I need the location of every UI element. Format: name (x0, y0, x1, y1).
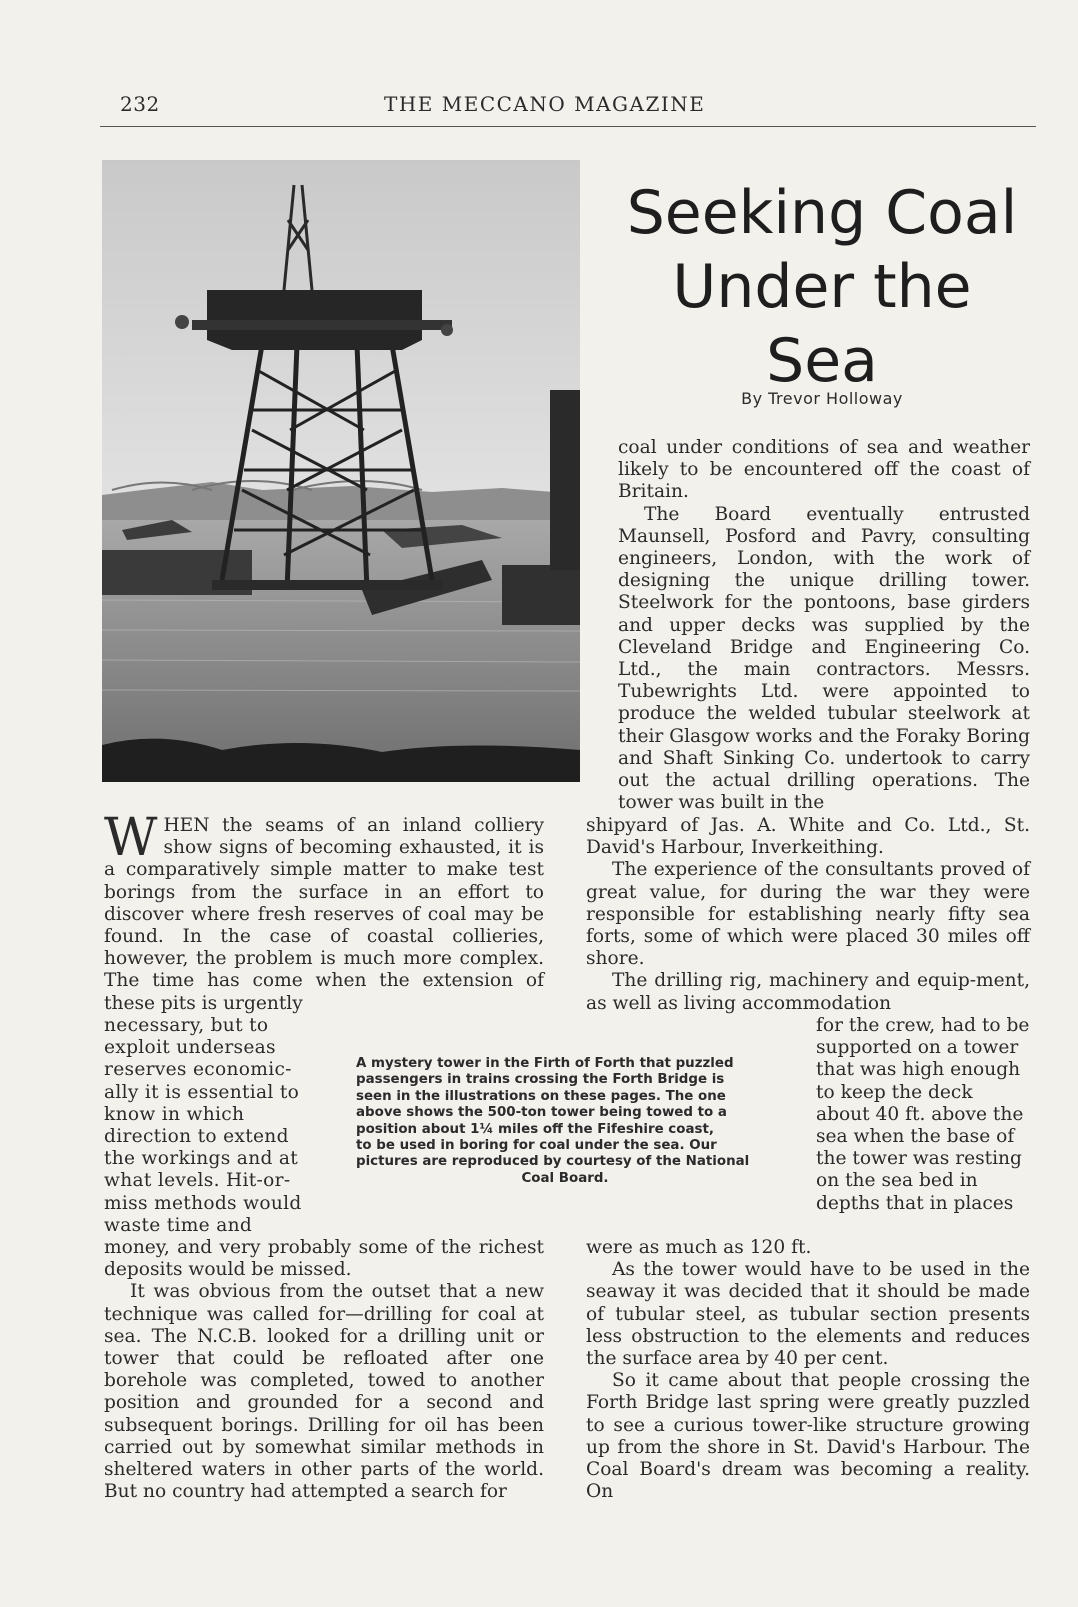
col2-paragraph-0: coal under conditions of sea and weather likely to be encountered off the coast of Britain. (618, 437, 1030, 503)
caption-line: seen in the illustrations on these pages. The one (356, 1088, 726, 1104)
caption-line: position about 1¼ miles off the Fifeshire coast, (356, 1121, 714, 1137)
col2-paragraph-3c: were as much as 120 ft. (586, 1237, 812, 1258)
caption-line: above shows the 500-ton tower being towed to a (356, 1105, 727, 1121)
magazine-title: THE MECCANO MAGAZINE (384, 92, 706, 116)
col1-paragraph-1a: HEN the seams of an inland colliery show signs of becoming exhausted, it is a comparatively simple matter to make test borings from the surface in an effort to discover where fresh reserves of coal may be found. In the case of coastal collieries, however, the problem is much more complex. The time has come when the extension of these pits is urgently (104, 815, 544, 1014)
col2-paragraph-2: The experience of the consultants proved of great value, for during the war they were responsible for establishing nearly fifty sea forts, some of which were placed 30 miles off shore. (586, 859, 1030, 970)
col1-paragraph-2: It was obvious from the outset that a new technique was called for—drilling for coal at sea. The N.C.B. looked for a drilling unit or tower that could be refloated after one borehole was completed, towed to another position and grounded for a second and subsequent borings. Drilling for oil has been carried out by somewhat similar methods in sheltered waters in other parts of the world. But no country had attempted a search for (104, 1281, 544, 1503)
col1-lower (104, 1237, 544, 1503)
col2-paragraph-1-cont: shipyard of Jas. A. White and Co. Ltd., St. David's Harbour, Inverkeithing. (586, 815, 1030, 859)
caption-line: A mystery tower in the Firth of Forth that puzzled (356, 1056, 734, 1071)
col1-paragraph-1c: money, and very probably some of the richest deposits would be missed. (104, 1237, 544, 1281)
col2-upper (618, 437, 1030, 814)
caption-line: pictures are reproduced by courtesy of the National (356, 1154, 750, 1170)
col2-paragraph-3a: The drilling rig, machinery and equip-ment, as well as living accommodation (586, 970, 1030, 1014)
col1-narrow (104, 1015, 314, 1237)
col2-paragraph-5: So it came about that people crossing the Forth Bridge last spring were greatly puzzled to see a curious tower-like structure growing up from the shore in St. David's Harbour. The Coal Board's dream was becoming a reality. On (586, 1370, 1030, 1503)
col1-paragraph-1b: necessary, but to exploit underseas reserves economic-ally it is essential to know in which direction to extend the workings and at what levels. Hit-or-miss methods would waste time and (104, 1015, 302, 1236)
article-title (612, 176, 1032, 398)
col2-paragraph-3b: for the crew, had to be supported on a tower that was high enough to keep the deck about 40 ft. above the sea when the base of the tower was resting on the sea bed in depths that in places (816, 1015, 1030, 1214)
drilling-tower-photo (102, 160, 580, 782)
col2-middle (586, 815, 1030, 1015)
col2-lower (586, 1237, 1030, 1503)
photo-caption (356, 1056, 774, 1187)
col1-intro (104, 808, 544, 1015)
page-number: 232 (120, 92, 160, 116)
drop-cap: W (104, 808, 158, 868)
title-line-1: Seeking Coal (626, 178, 1018, 248)
col2-narrow (816, 1015, 1030, 1215)
title-line-3: Sea (766, 326, 878, 396)
caption-line: Coal Board. (521, 1170, 609, 1186)
header-rule (100, 126, 1036, 127)
title-line-2: Under the (672, 252, 972, 322)
col2-paragraph-4: As the tower would have to be used in the seaway it was decided that it should be made of tubular steel, as tubular section presents less obstruction to the elements and reduces the surface area by 40 per cent. (586, 1259, 1030, 1370)
caption-line: to be used in boring for coal under the sea. Our (356, 1138, 717, 1154)
caption-line: passengers in trains crossing the Forth Bridge is (356, 1072, 725, 1088)
byline: By Trevor Holloway (741, 389, 903, 408)
col2-paragraph-1: The Board eventually entrusted Maunsell, Posford and Pavry, consulting engineers, London, with the work of designing the unique drilling tower. Steelwork for the pontoons, base girders and upper decks was supplied by the Cleveland Bridge and Engineering Co. Ltd., the main contractors. Messrs. Tubewrights Ltd. were appointed to produce the welded tubular steelwork at their Glasgow works and the Foraky Boring and Shaft Sinking Co. undertook to carry out the actual drilling operations. The tower was built in the (618, 503, 1030, 814)
